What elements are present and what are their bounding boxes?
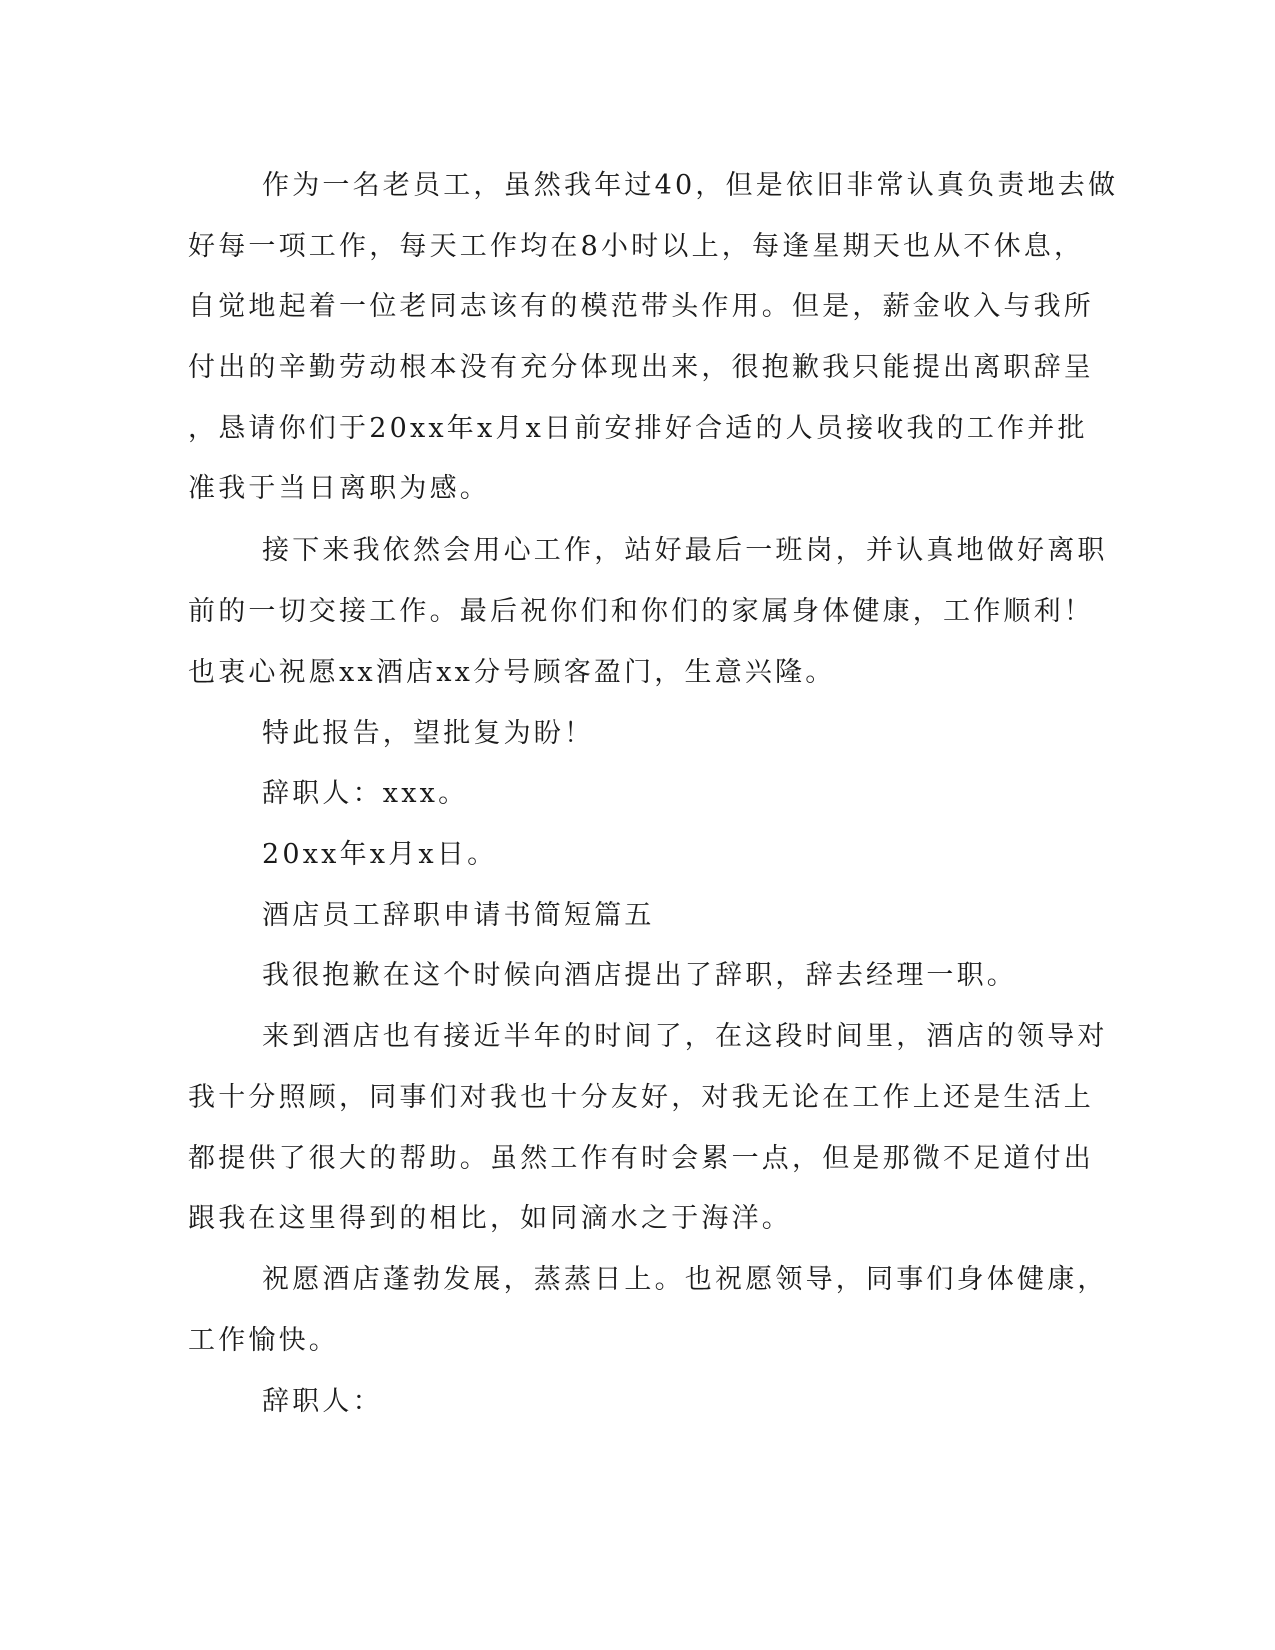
signature-line: 辞职人： — [262, 1386, 383, 1417]
paragraph-line: 自觉地起着一位老同志该有的模范带头作用。但是，薪金收入与我所 — [188, 291, 1094, 322]
paragraph-line: 我十分照顾，同事们对我也十分友好，对我无论在工作上还是生活上 — [188, 1082, 1094, 1113]
paragraph-line: 工作愉快。 — [188, 1325, 339, 1356]
paragraph-line: 付出的辛勤劳动根本没有充分体现出来，很抱歉我只能提出离职辞呈 — [188, 352, 1094, 383]
paragraph-line: 准我于当日离职为感。 — [188, 473, 490, 504]
paragraph-line: 作为一名老员工，虽然我年过40，但是依旧非常认真负责地去做 — [262, 170, 1119, 201]
paragraph-line: 祝愿酒店蓬勃发展，蒸蒸日上。也祝愿领导，同事们身体健康， — [262, 1264, 1108, 1295]
paragraph-line: 来到酒店也有接近半年的时间了，在这段时间里，酒店的领导对 — [262, 1021, 1108, 1052]
paragraph-line: ，恳请你们于20xx年x月x日前安排好合适的人员接收我的工作并批 — [188, 413, 1088, 444]
section-heading: 酒店员工辞职申请书简短篇五 — [262, 900, 655, 931]
paragraph-line: 我很抱歉在这个时候向酒店提出了辞职，辞去经理一职。 — [262, 960, 1017, 991]
paragraph-line: 也衷心祝愿xx酒店xx分号顾客盈门，生意兴隆。 — [188, 657, 836, 688]
paragraph-line: 跟我在这里得到的相比，如同滴水之于海洋。 — [188, 1203, 792, 1234]
date-line: 20xx年x月x日。 — [262, 839, 498, 870]
paragraph-line: 好每一项工作，每天工作均在8小时以上，每逢星期天也从不休息， — [188, 231, 1085, 262]
paragraph-line: 接下来我依然会用心工作，站好最后一班岗，并认真地做好离职 — [262, 535, 1108, 566]
signature-line: 辞职人：xxx。 — [262, 778, 469, 809]
paragraph-line: 都提供了很大的帮助。虽然工作有时会累一点，但是那微不足道付出 — [188, 1143, 1094, 1174]
closing-line: 特此报告，望批复为盼！ — [262, 718, 595, 749]
paragraph-line: 前的一切交接工作。最后祝你们和你们的家属身体健康，工作顺利！ — [188, 596, 1094, 627]
